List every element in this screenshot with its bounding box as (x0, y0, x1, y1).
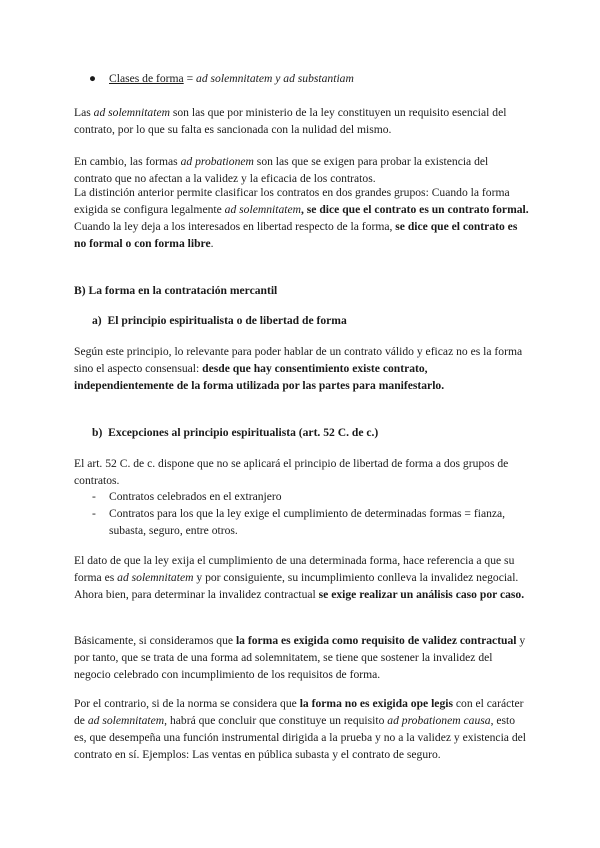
bullet-item: Clases de forma = ad solemnitatem y ad substantiam (109, 72, 354, 85)
subheading-b: b) Excepciones al principio espiritualista (art. 52 C. de c.) (92, 426, 379, 439)
list-item: Contratos para los que la ley exige el cumplimiento de determinadas formas = fianza, subasta, seguro, entre otros. (109, 507, 506, 537)
list-marker: - (92, 490, 96, 503)
bullet-label: Clases de forma (109, 72, 184, 85)
paragraph-ad-solemnitatem: Las ad solemnitatem son las que por ministerio de la ley constituyen un requisito esencial del contrato, por lo que su falta es sancionada con la nulidad del mismo. (74, 106, 507, 136)
paragraph-principle: Según este principio, lo relevante para poder hablar de un contrato válido y eficaz no es la forma sino el aspecto consensual: desde que hay consentimiento existe contrato, independientemente de la forma utilizada por las partes para manifestarlo. (74, 345, 523, 392)
bullet-marker: ● (89, 72, 97, 85)
list-marker: - (92, 507, 96, 520)
paragraph-invalidez: El dato de que la ley exija el cumplimiento de una determinada forma, hace referencia a que su forma es ad solemnitatem y por consiguiente, su incumplimiento conlleva la invalidez negocial. Ahora bien, para determinar la invalidez contractual se exige realizar un análisis caso por caso. (74, 554, 525, 601)
paragraph-art-52: El art. 52 C. de c. dispone que no se aplicará el principio de libertad de forma a dos grupos de contratos. (74, 457, 509, 487)
paragraph-ad-probationem: En cambio, las formas ad probationem son las que se exigen para probar la existencia del contrato que no afectan a la validez y la eficacia de los contratos. (74, 155, 489, 185)
paragraph-ope-legis: Por el contrario, si de la norma se considera que la forma no es exigida ope legis con el carácter de ad solemnitatem, habrá que concluir que constituye un requisito ad probationem causa, esto es, que desempeña una función instrumental dirigida a la prueba y no a la validez y existencia del contrato en sí. Ejemplos: Las ventas en pública subasta y el contrato de seguro. (74, 697, 526, 761)
list-item: Contratos celebrados en el extranjero (109, 490, 282, 503)
subheading-a: a) El principio espiritualista o de libertad de forma (92, 314, 347, 327)
section-heading-b: B) La forma en la contratación mercantil (74, 284, 278, 297)
bullet-value: ad solemnitatem y ad substantiam (196, 72, 354, 85)
paragraph-classification: La distinción anterior permite clasificar los contratos en dos grandes grupos: Cuando la forma exigida se configura legalmente ad solemnitatem, se dice que el contrato es un contrato formal. Cuando la ley deja a los interesados en libertad respecto de la forma, se dice que el contrato es no formal o con forma libre. (74, 186, 529, 250)
paragraph-validez: Básicamente, si consideramos que la forma es exigida como requisito de validez contractual y por tanto, que se trata de una forma ad solemnitatem, se tiene que sostener la invalidez del negocio celebrado con incumplimiento de los requisitos de forma. (74, 634, 526, 681)
